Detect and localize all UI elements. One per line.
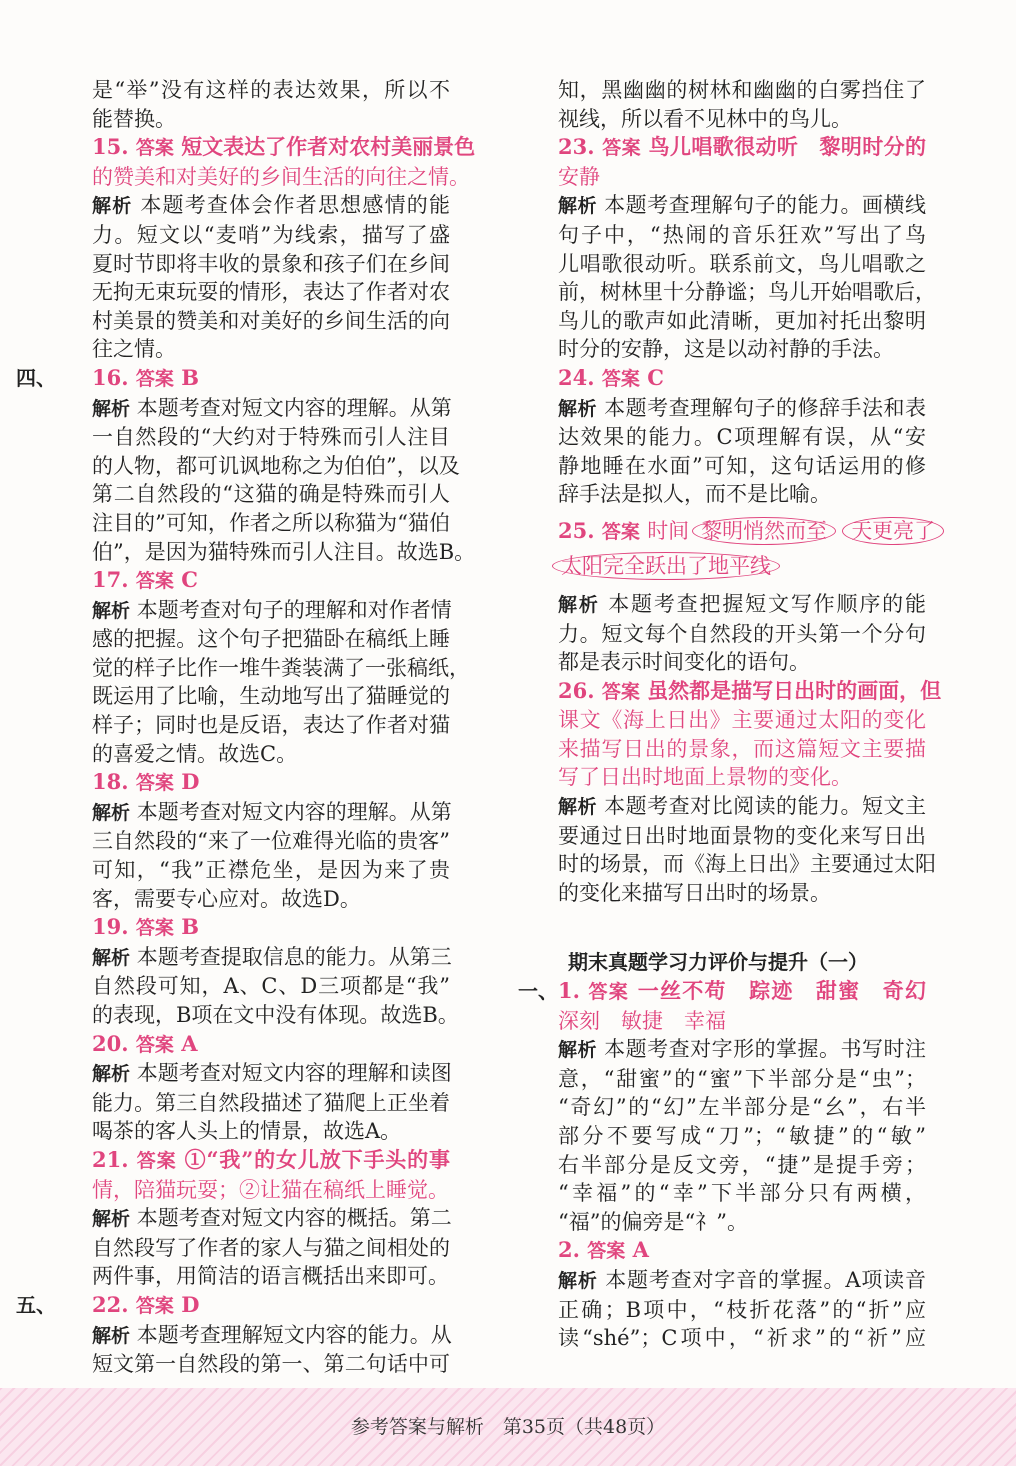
answer-22 [16,1291,450,1321]
analysis-15 [56,191,450,364]
answer-text: 短文表达了作者对农村美丽景色 [181,134,476,160]
text-line: “福”的偏旁是“礻”。 [558,1209,748,1234]
text-line: 本题考查理解句子的能力。画横线 [604,193,926,218]
answer-text: 一丝不苟 踪迹 甜蜜 奇幻 [637,978,927,1003]
text-line: 力。短文每个自然段的开头第一个分句 [558,621,926,646]
text-line: 自然段写了作者的家人与猫之间相处的 [92,1235,450,1260]
answer-label: 答案 [601,520,640,543]
analysis-label: 解析 [92,1208,131,1231]
answer-text: D [181,1291,200,1317]
text-line: 既运用了比喻，生动地写出了猫睡觉的 [92,684,450,709]
text-line: 鸟儿的歌声如此清晰，更加衬托出黎明 [558,308,926,333]
text-line: 自然段可知，A、C、D三项都是“我” [92,974,450,999]
text-line: 是“举”没有这样的表达效果，所以不 [92,78,450,102]
analysis-label: 解析 [92,1324,131,1347]
question-number: 23. [558,134,595,160]
answer-text: D [181,769,200,795]
question-number: 21. [92,1146,129,1172]
text-line: 辞手法是拟人，而不是比喻。 [558,482,831,507]
page-footer [0,1388,1016,1466]
question-number: 26. [558,677,595,703]
text-line: 本题考查对短文内容的理解和读图 [136,1061,452,1086]
section-heading: 期末真题学习力评价与提升（一） [568,950,868,974]
answer-label: 答案 [135,772,174,795]
answer-text: C [181,567,198,593]
analysis-label: 解析 [558,195,597,218]
answer-label: 答案 [135,367,174,390]
left-column [16,76,476,1379]
text-line: 本题考查对字音的掌握。A项读音 [605,1267,926,1292]
answer-19 [56,913,450,943]
answer-text: 鸟儿唱歌很动听 黎明时分的 [648,134,927,160]
answer-label: 答案 [587,1240,626,1263]
text-line: 可知，“我”正襟危坐，是因为来了贵 [92,858,450,883]
answer-text: A [632,1237,649,1263]
text-line: 时的场景，而《海上日出》主要通过太阳 [558,852,936,877]
answer-text: A [181,1030,198,1056]
answer-text: 深刻 敏捷 幸福 [558,1008,726,1033]
text-line: 视线，所以看不见林中的鸟儿。 [558,106,852,131]
question-number: 25. [558,517,595,543]
analysis-18 [56,798,450,913]
analysis-1 [558,1035,926,1236]
analysis-23 [558,191,936,364]
text-line: 觉的样子比作一堆牛粪装满了一张稿纸， [92,655,470,680]
analysis-label: 解析 [558,593,600,616]
answer-text: 课文《海上日出》主要通过太阳的变化 [558,708,926,733]
answer-text: 时间 [647,518,690,543]
question-number: 16. [92,364,129,390]
analysis-label: 解析 [92,195,133,218]
text-line: 句子中，“热闹的音乐狂欢”写出了鸟 [558,222,926,247]
text-line: 三自然段的“来了一位难得光临的贵客” [92,829,450,854]
text-line: 短文第一自然段的第一、第二句话中可 [92,1352,450,1377]
section-number: 一、 [518,979,558,1003]
text-line: 本题考查提取信息的能力。从第三 [136,944,452,969]
answer-label: 答案 [136,1149,177,1172]
analysis-25 [558,590,926,677]
text-line: 本题考查体会作者思想感情的能 [140,193,450,218]
answer-24 [558,364,926,394]
text-line: 客，需要专心应对。故选D。 [92,886,361,911]
analysis-label: 解析 [92,1063,131,1086]
text-line: 夏时节即将丰收的景象和孩子们在乡间 [92,251,450,276]
analysis-16 [56,394,476,567]
question-number: 24. [558,364,595,390]
question-number: 17. [92,567,129,593]
answer-23 [558,133,926,191]
text-line: 喝茶的客人头上的情景，故选A。 [92,1119,402,1144]
answer-text: 情，陪猫玩耍；②让猫在稿纸上睡觉。 [92,1177,449,1202]
answer-text: 写了日出时地面上景物的变化。 [558,765,852,790]
section-number: 五、 [16,1292,56,1317]
text-line: 感的把握。这个句子把猫卧在稿纸上睡 [92,627,450,652]
text-line: 注目的”可知，作者之所以称猫为“猫伯 [92,510,450,535]
right-column-lower [518,977,927,1353]
page-number: 参考答案与解析 第35页（共48页） [350,1416,666,1438]
answer-label: 答案 [135,570,174,593]
text-line: 都是表示时间变化的语句。 [558,650,810,675]
text-line: 一自然段的“大约对于特殊而引人注目 [92,425,450,450]
text-line: 能力。第三自然段描述了猫爬上正坐着 [92,1090,450,1115]
text-line: 两件事，用简洁的语言概括出来即可。 [92,1264,449,1289]
answer-text: C [647,364,664,390]
answer-text: ①“我”的女儿放下手头的事 [184,1146,450,1172]
analysis-21 [56,1204,450,1291]
text-line: 静地睡在水面”可知，这句话运用的修 [558,453,926,478]
text-line: 的人物，都可讥讽地称之为伯伯”，以及 [92,453,460,478]
question-number: 22. [92,1291,129,1317]
question-number: 18. [92,769,129,795]
answer-15 [56,133,476,191]
text-line: 正确；B项中，“枝折花落”的“折”应 [558,1297,926,1322]
analysis-26 [558,792,936,907]
text-line: “幸福”的“幸”下半部分只有两横， [558,1181,926,1206]
answer-25 [558,515,936,584]
answer-label: 答案 [602,137,641,160]
answer-label: 答案 [601,680,640,703]
answer-2 [558,1236,926,1266]
answer-label: 答案 [135,1294,174,1317]
answer-26 [558,677,942,792]
answer-label: 答案 [135,917,174,940]
text-line: 右半部分是反文旁，“捷”是提手旁； [558,1152,926,1177]
answer-18 [56,768,450,798]
analysis-20 [56,1059,450,1146]
circled-answer: 太阳完全跃出了地平线 [552,552,780,580]
analysis-17 [56,596,470,769]
text-line: 样子；同时也是反语，表达了作者对猫 [92,713,450,738]
text-line: 本题考查对短文内容的理解。从第 [136,395,452,420]
text-line: 本题考查把握短文写作顺序的能 [608,591,926,616]
answer-20 [56,1030,450,1060]
analysis-24 [558,394,926,509]
text-line: 达效果的能力。C项理解有误，从“安 [558,425,926,450]
text-line: 本题考查理解句子的修辞手法和表 [604,395,926,420]
text-line: 本题考查理解短文内容的能力。从 [136,1322,452,1347]
text-line: 本题考查对字形的掌握。书写时注 [604,1037,926,1062]
analysis-label: 解析 [558,1039,597,1062]
text-line: 力。短文以“麦哨”为线索，描写了盛 [92,222,450,247]
answer-17 [56,566,450,596]
answer-text: B [181,364,199,390]
analysis-label: 解析 [558,796,597,819]
analysis-19 [56,943,459,1030]
question-number: 2. [558,1237,580,1263]
text-line: 无拘无束玩耍的情形，表达了作者对农 [92,280,450,305]
analysis-label: 解析 [92,801,131,824]
analysis-label: 解析 [92,397,131,420]
text-line: 第二自然段的“这猫的确是特殊而引人 [92,482,450,507]
text-line: 要通过日出时地面景物的变化来写日出 [558,823,926,848]
analysis-label: 解析 [558,397,597,420]
text-line: 本题考查对短文内容的理解。从第 [136,799,452,824]
analysis-2 [558,1266,926,1353]
analysis-22 [56,1321,450,1379]
text-line: 本题考查对句子的理解和对作者情 [136,597,452,622]
text-line: 意，“甜蜜”的“蜜”下半部分是“虫”； [558,1066,926,1091]
text-line: 知，黑幽幽的树林和幽幽的白雾挡住了 [558,78,926,102]
answer-text: B [181,914,199,940]
answer-16 [16,364,450,394]
question-number: 19. [92,914,129,940]
text-line: 的表现，B项在文中没有体现。故选B。 [92,1003,459,1027]
question-number: 20. [92,1030,129,1056]
analysis-label: 解析 [558,1269,598,1292]
text-line: 伯”，是因为猫特殊而引人注目。故选B。 [92,539,476,564]
answer-text: 来描写日出的景象，而这篇短文主要描 [558,736,926,761]
analysis-label: 解析 [92,946,131,969]
text-line: 儿唱歌很动听。联系前文，鸟儿唱歌之 [558,251,926,276]
text-block [558,76,926,133]
text-line: 读“shé”；C项中，“祈求”的“祈”应 [558,1326,926,1351]
answer-text: 的赞美和对美好的乡间生活的向往之情。 [92,164,470,189]
text-line: 本题考查对比阅读的能力。短文主 [604,794,926,819]
right-column [558,76,942,907]
text-line: 的喜爱之情。故选C。 [92,741,298,766]
text-line: 往之情。 [92,337,176,362]
answer-label: 答案 [135,137,174,160]
section-number: 四、 [16,365,56,390]
question-number: 15. [92,134,129,160]
answer-label: 答案 [135,1033,174,1056]
question-number: 1. [558,978,580,1003]
answer-label: 答案 [601,367,640,390]
text-line: 部分不要写成“刀”；“敏捷”的“敏” [558,1123,926,1148]
answer-21 [56,1146,450,1204]
text-line: 能替换。 [92,106,176,131]
circled-answer: 黎明悄然而至 [692,517,836,545]
text-line: 时分的安静，这是以动衬静的手法。 [558,337,894,362]
analysis-label: 解析 [92,599,131,622]
answer-text: 安静 [558,164,600,189]
answer-label: 答案 [588,981,630,1003]
text-line: 的变化来描写日出时的场景。 [558,880,831,905]
circled-answer: 天更亮了 [842,517,944,545]
text-line: 前，树林里十分静谧；鸟儿开始唱歌后， [558,280,936,305]
text-block [56,76,450,133]
text-line: 村美景的赞美和对美好的乡间生活的向 [92,308,450,333]
text-line: “奇幻”的“幻”左半部分是“幺”，右半 [558,1095,926,1120]
answer-1 [518,977,927,1035]
answer-text: 虽然都是描写日出时的画面，但 [647,677,942,703]
text-line: 本题考查对短文内容的概括。第二 [136,1206,452,1231]
